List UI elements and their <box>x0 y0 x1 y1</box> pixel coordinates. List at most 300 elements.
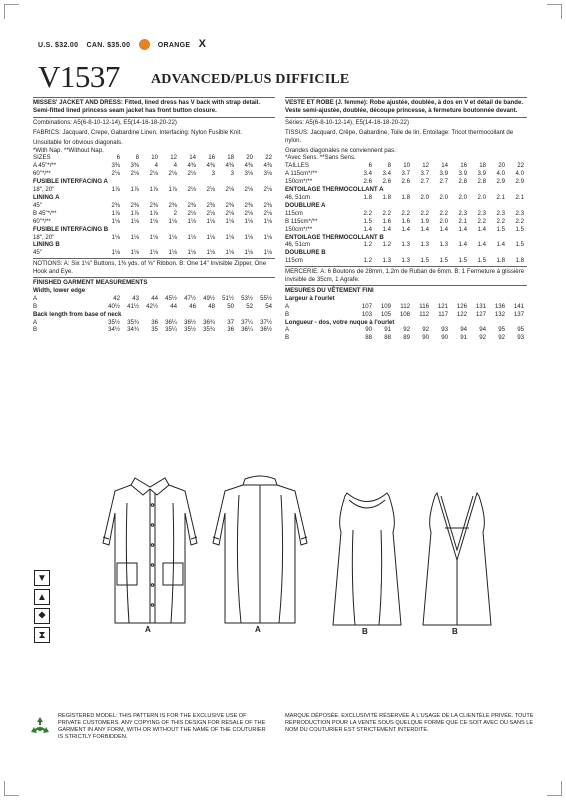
table-cell: 35½ <box>184 326 196 334</box>
table-cell: 1.5 <box>363 217 372 225</box>
size-cell: 22 <box>265 154 272 162</box>
table-cell: 1⅛ <box>168 249 177 257</box>
table-cell: 35¾ <box>203 326 215 334</box>
table-cell: 37 <box>227 318 234 326</box>
table-cell: 1⅛ <box>187 233 196 241</box>
view-label: B <box>362 627 368 636</box>
table-cell: 127 <box>475 310 486 318</box>
x-mark: X <box>198 38 207 50</box>
table-cell: 3⅛ <box>263 170 272 178</box>
table-cell: 1.8 <box>515 257 524 265</box>
view-label: B <box>452 627 458 636</box>
table-row <box>285 210 527 218</box>
sizes-label: SIZES <box>33 154 51 162</box>
table-cell: 2.0 <box>477 193 486 201</box>
table-cell: 2.1 <box>496 193 505 201</box>
table-cell: 2⅜ <box>263 201 272 209</box>
table-cell: 4⅜ <box>244 162 253 170</box>
row-label: A 45"*/** <box>33 162 57 170</box>
table-cell: 1.6 <box>401 217 410 225</box>
row-label: 46, 51cm <box>285 193 311 201</box>
size-cell: 14 <box>189 154 196 162</box>
table-cell: 43 <box>132 294 139 302</box>
table-cell: 2⅛ <box>263 209 272 217</box>
triangle-down-icon: ▼ <box>34 570 50 586</box>
table-cell: 1⅛ <box>187 217 196 225</box>
section-heading: ENTOILAGE THERMOCOLLANT B <box>285 233 384 241</box>
table-row <box>33 186 275 194</box>
table-cell: 1.4 <box>382 225 391 233</box>
table-row <box>33 319 275 327</box>
table-cell: 2.1 <box>458 217 467 225</box>
table-cell: 1.4 <box>477 241 486 249</box>
table-cell: 1⅞ <box>149 209 158 217</box>
table-cell: 1.5 <box>477 257 486 265</box>
table-cell: 2⅛ <box>187 170 196 178</box>
table-cell: 1.8 <box>382 193 391 201</box>
size-cell: 18 <box>227 154 234 162</box>
table-cell: 88 <box>365 334 372 342</box>
table-cell: 92 <box>498 334 505 342</box>
table-cell: 42½ <box>146 302 158 310</box>
pattern-number: V1537 <box>38 59 120 94</box>
mercerie-fr: MERCERIE: A: 6 Boutons de 28mm, 1.2m de Ruban de 6mm. B: 1 Fermeture à glissière invisible de 35cm, 1 Agrafe. <box>285 268 525 284</box>
price-us: U.S. $32.00 <box>38 42 79 49</box>
table-row <box>285 194 527 202</box>
table-row <box>285 334 527 342</box>
table-cell: 1.6 <box>382 217 391 225</box>
table-cell: 136 <box>494 302 505 310</box>
color-word: ORANGE <box>157 42 191 49</box>
hourglass-icon: ⧗ <box>34 627 50 643</box>
table-cell: 1.3 <box>439 241 448 249</box>
triangle-stack-icon: ⯁ <box>34 608 50 624</box>
table-cell: 4.0 <box>496 170 505 178</box>
table-cell: 2⅜ <box>244 201 253 209</box>
table-cell: 2⅜ <box>187 201 196 209</box>
english-column <box>33 96 275 334</box>
table-cell: 34½ <box>108 326 120 334</box>
table-row <box>285 241 527 249</box>
section-heading: LINING A <box>33 193 60 201</box>
table-cell: 2.2 <box>515 217 524 225</box>
table-cell: 2⅜ <box>206 201 215 209</box>
table-cell: 92 <box>403 326 410 334</box>
table-cell: 92 <box>479 334 486 342</box>
size-cell: 10 <box>403 162 410 170</box>
table-cell: 1.4 <box>458 241 467 249</box>
table-cell: 88 <box>384 334 391 342</box>
row-label: A <box>285 302 290 310</box>
table-cell: 3.7 <box>420 170 429 178</box>
table-cell: 2⅛ <box>244 186 253 194</box>
section-heading: FINISHED GARMENT MEASUREMENTS <box>33 279 148 287</box>
table-cell: 36¼ <box>241 326 253 334</box>
table-cell: 2.7 <box>439 178 448 186</box>
size-cell: 16 <box>460 162 467 170</box>
table-row <box>33 249 275 257</box>
table-cell: 2⅛ <box>111 170 120 178</box>
table-cell: 90 <box>422 334 429 342</box>
table-cell: 126 <box>456 302 467 310</box>
table-cell: 50 <box>227 302 234 310</box>
table-cell: 1.8 <box>363 193 372 201</box>
table-cell: 90 <box>365 326 372 334</box>
table-cell: 1⅛ <box>130 233 139 241</box>
price-can: CAN. $35.00 <box>86 42 131 49</box>
table-cell: 1.5 <box>439 257 448 265</box>
table-row <box>33 218 275 226</box>
row-label: B <box>285 334 290 342</box>
size-cell: 18 <box>479 162 486 170</box>
table-row <box>285 311 527 319</box>
table-cell: 37¼ <box>241 318 253 326</box>
table-cell: 116 <box>419 302 429 310</box>
row-label: 18", 20" <box>33 233 55 241</box>
table-cell: 2.0 <box>439 217 448 225</box>
table-cell: 137 <box>513 310 524 318</box>
table-cell: 1.2 <box>382 241 391 249</box>
table-cell: 35¼ <box>165 326 177 334</box>
table-cell: 3.9 <box>458 170 467 178</box>
row-label: 46, 51cm <box>285 241 311 249</box>
table-cell: 44 <box>170 302 177 310</box>
table-cell: 1⅛ <box>206 217 215 225</box>
table-cell: 1⅛ <box>263 233 272 241</box>
crop-mark-top-left <box>4 4 19 19</box>
table-cell: 1.4 <box>477 225 486 233</box>
table-cell: 1⅛ <box>168 217 177 225</box>
subsection-heading: Largeur à l'ourlet <box>285 294 335 302</box>
nap-note-fr: *Avec Sens. **Sans Sens. <box>285 154 356 162</box>
table-cell: 95 <box>517 326 524 334</box>
table-cell: 2⅜ <box>130 201 139 209</box>
row-label: 18", 20" <box>33 186 55 194</box>
table-cell: 3⅜ <box>130 162 139 170</box>
table-cell: 1⅛ <box>206 233 215 241</box>
table-cell: 46 <box>189 302 196 310</box>
size-cell: 6 <box>368 162 372 170</box>
table-cell: 2⅛ <box>187 186 196 194</box>
size-cell: 10 <box>151 154 158 162</box>
table-row <box>33 202 275 210</box>
table-cell: 2⅛ <box>130 170 139 178</box>
table-row <box>33 210 275 218</box>
table-cell: 2.3 <box>515 209 524 217</box>
table-cell: 4 <box>173 162 177 170</box>
description-en: MISSES' JACKET AND DRESS: Fitted, lined dress has V back with strap detail. Semi-fitted lined princess seam jacket has front button closure. <box>33 99 261 114</box>
table-cell: 1⅛ <box>149 217 158 225</box>
table-cell: 91 <box>384 326 391 334</box>
table-cell: 55½ <box>260 294 272 302</box>
table-cell: 1.8 <box>496 257 505 265</box>
view-label: A <box>255 625 261 634</box>
table-row <box>285 257 527 265</box>
table-cell: 2.9 <box>515 178 524 186</box>
row-label: 45" <box>33 201 42 209</box>
table-cell: 2.2 <box>439 209 448 217</box>
section-heading: DOUBLURE B <box>285 249 326 257</box>
section-heading: FUSIBLE INTERFACING B <box>33 225 109 233</box>
table-cell: 1.5 <box>515 241 524 249</box>
table-cell: 37½ <box>260 318 272 326</box>
table-cell: 92 <box>422 326 429 334</box>
table-cell: 1.3 <box>382 257 391 265</box>
table-row <box>285 178 527 186</box>
table-cell: 2.2 <box>477 217 486 225</box>
table-row <box>285 170 527 178</box>
table-cell: 3⅜ <box>111 162 120 170</box>
table-cell: 93 <box>517 334 524 342</box>
crop-mark-bottom-left <box>4 781 19 796</box>
table-cell: 34¾ <box>127 326 139 334</box>
table-cell: 1.3 <box>401 257 410 265</box>
table-cell: 2.2 <box>496 217 505 225</box>
table-cell: 2.9 <box>496 178 505 186</box>
table-cell: 2⅜ <box>225 201 234 209</box>
table-cell: 2.3 <box>477 209 486 217</box>
table-row <box>285 303 527 311</box>
size-cell: 12 <box>422 162 429 170</box>
table-cell: 1⅞ <box>149 186 158 194</box>
table-cell: 4 <box>154 162 158 170</box>
table-cell: 1⅛ <box>225 249 234 257</box>
table-cell: 3 <box>230 170 234 178</box>
symbol-legend <box>34 570 50 646</box>
table-cell: 3.9 <box>477 170 486 178</box>
view-b-back-drawing <box>415 490 500 630</box>
legal-text-en: REGISTERED MODEL: THIS PATTERN IS FOR THE EXCLUSIVE USE OF PRIVATE CUSTOMERS. ANY COPYING OF THIS DESIGN FOR RESALE OF THE GARMENT IN ANY FORM, WITH OR WITHOUT THE NAME OF THE COUTURIER IS STRICTLY FORBIDDEN. <box>58 713 266 740</box>
section-heading: FUSIBLE INTERFACING A <box>33 178 108 186</box>
tissus-fr: TISSUS: Jacquard, Crêpe, Gabardine, Toile de lin. Entoilage: Tricot thermocollant de nylon. <box>285 128 514 144</box>
table-cell: 108 <box>399 310 410 318</box>
table-cell: 41½ <box>127 302 139 310</box>
table-cell: 2.1 <box>515 193 524 201</box>
row-label: B 45"*/** <box>33 209 57 217</box>
table-cell: 3.9 <box>439 170 448 178</box>
table-cell: 1⅛ <box>111 249 120 257</box>
table-cell: 94 <box>460 326 467 334</box>
table-cell: 2⅛ <box>244 209 253 217</box>
table-cell: 1.9 <box>420 217 429 225</box>
section-heading: ENTOILAGE THERMOCOLLANT A <box>285 186 384 194</box>
table-cell: 3 <box>211 170 215 178</box>
table-cell: 1⅛ <box>244 233 253 241</box>
table-cell: 91 <box>460 334 467 342</box>
table-row <box>33 234 275 242</box>
size-cell: 8 <box>387 162 391 170</box>
nap-note-en: *With Nap. **Without Nap. <box>33 146 104 154</box>
table-cell: 1⅛ <box>225 233 234 241</box>
table-cell: 121 <box>437 302 448 310</box>
table-row <box>33 170 275 178</box>
table-cell: 36 <box>227 326 234 334</box>
french-column <box>285 96 527 342</box>
row-label: B <box>33 326 38 334</box>
table-cell: 2.2 <box>401 209 410 217</box>
table-cell: 95 <box>498 326 505 334</box>
section-heading: LINING B <box>33 241 60 249</box>
table-cell: 107 <box>361 302 372 310</box>
color-swatch-icon <box>139 39 150 50</box>
table-cell: 2.3 <box>458 209 467 217</box>
table-cell: 3.4 <box>382 170 391 178</box>
table-cell: 1⅛ <box>111 217 120 225</box>
difficulty-label: ADVANCED/PLUS DIFFICILE <box>151 72 350 87</box>
row-label: B <box>285 310 290 318</box>
table-cell: 2.0 <box>439 193 448 201</box>
table-cell: 2.6 <box>363 178 372 186</box>
table-cell: 1.3 <box>401 241 410 249</box>
table-cell: 4⅜ <box>225 162 234 170</box>
table-cell: 36½ <box>184 318 196 326</box>
table-cell: 2.7 <box>420 178 429 186</box>
row-label: 150cm*/** <box>285 225 313 233</box>
table-cell: 2⅜ <box>111 201 120 209</box>
table-cell: 47½ <box>184 294 196 302</box>
row-label: 45" <box>33 249 42 257</box>
table-cell: 4⅜ <box>187 162 196 170</box>
table-cell: 141 <box>513 302 524 310</box>
table-cell: 105 <box>380 310 391 318</box>
crop-mark-bottom-right <box>547 781 562 796</box>
size-cell: 8 <box>135 154 139 162</box>
table-cell: 1.8 <box>401 193 410 201</box>
table-row <box>285 326 527 334</box>
table-row <box>285 226 527 234</box>
table-cell: 35 <box>151 326 158 334</box>
table-cell: 1.5 <box>515 225 524 233</box>
table-cell: 48 <box>208 302 215 310</box>
table-cell: 1.4 <box>439 225 448 233</box>
size-cell: 6 <box>116 154 120 162</box>
row-label: 150cm*/** <box>285 178 313 186</box>
table-cell: 2.2 <box>382 209 391 217</box>
table-row <box>285 218 527 226</box>
table-cell: 51½ <box>222 294 234 302</box>
section-heading: DOUBLURE A <box>285 201 326 209</box>
table-cell: 3.4 <box>363 170 372 178</box>
fabrics-en: FABRICS: Jacquard, Crepe, Gabardine Linen. Interfacing: Nylon Fusible Knit. <box>33 128 242 136</box>
table-cell: 1⅞ <box>130 209 139 217</box>
row-label: 60"*/** <box>33 170 51 178</box>
price-line <box>38 38 212 50</box>
triangle-up-down-icon: ▲ <box>34 589 50 605</box>
sizes-label: TAILLES <box>285 162 309 170</box>
table-cell: 4⅜ <box>206 162 215 170</box>
row-label: A <box>285 326 290 334</box>
view-b-front-drawing <box>325 490 410 630</box>
yardage-table-fr <box>285 162 527 342</box>
subsection-heading: Back length from base of neck <box>33 310 122 318</box>
table-cell: 1⅛ <box>111 233 120 241</box>
table-cell: 2⅛ <box>149 170 158 178</box>
table-cell: 1⅛ <box>244 217 253 225</box>
table-cell: 2.0 <box>420 193 429 201</box>
row-label: A <box>33 294 38 302</box>
table-cell: 2⅛ <box>168 170 177 178</box>
table-cell: 1.4 <box>420 225 429 233</box>
yardage-table-en <box>33 154 275 334</box>
table-cell: 103 <box>361 310 372 318</box>
table-cell: 1⅛ <box>168 233 177 241</box>
table-cell: 1.4 <box>363 225 372 233</box>
table-cell: 35½ <box>108 318 120 326</box>
table-cell: 89 <box>403 334 410 342</box>
table-cell: 1⅛ <box>149 233 158 241</box>
subsection-heading: Width, lower edge <box>33 286 86 294</box>
table-cell: 112 <box>400 302 410 310</box>
table-cell: 53½ <box>241 294 253 302</box>
table-cell: 1.4 <box>401 225 410 233</box>
table-cell: 1.2 <box>363 257 372 265</box>
table-cell: 2⅛ <box>187 209 196 217</box>
table-cell: 122 <box>456 310 467 318</box>
table-cell: 3⅛ <box>244 170 253 178</box>
view-a-front-drawing <box>95 473 205 628</box>
table-cell: 1.5 <box>496 225 505 233</box>
table-cell: 112 <box>419 310 429 318</box>
table-cell: 1⅞ <box>130 186 139 194</box>
table-cell: 1⅞ <box>168 186 177 194</box>
combinations-en: Combinations: A5(6-8-10-12-14), E5(14-16-18-20-22) <box>33 118 177 126</box>
table-row <box>33 162 275 170</box>
table-cell: 1⅞ <box>111 209 120 217</box>
table-cell: 35¾ <box>127 318 139 326</box>
table-cell: 1⅛ <box>263 249 272 257</box>
description-fr: VESTE ET ROBE (J. femme): Robe ajustée, doublée, à dos en V et détail de bande. Veste semi-ajustée, doublée, découpe princesse, à fermeture boutonnée devant. <box>285 99 524 114</box>
table-cell: 1⅛ <box>244 249 253 257</box>
table-row <box>33 295 275 303</box>
table-cell: 3.7 <box>401 170 410 178</box>
table-cell: 2⅛ <box>206 186 215 194</box>
table-cell: 2 <box>173 209 177 217</box>
table-cell: 2⅛ <box>206 209 215 217</box>
table-row <box>33 326 275 334</box>
table-cell: 54 <box>265 302 272 310</box>
section-heading: MESURES DU VÊTEMENT FINI <box>285 286 374 294</box>
table-cell: 44 <box>151 294 158 302</box>
unsuitable-fr: Grandes diagonales ne conviennent pas. <box>285 146 396 154</box>
row-label: A 115cm*/** <box>285 170 318 178</box>
table-cell: 2.3 <box>496 209 505 217</box>
table-cell: 1⅞ <box>111 186 120 194</box>
table-cell: 1⅛ <box>130 249 139 257</box>
view-a-back-drawing <box>205 473 315 628</box>
table-cell: 2⅜ <box>168 201 177 209</box>
unsuitable-en: Unsuitable for obvious diagonals. <box>33 138 123 146</box>
table-cell: 2.6 <box>401 178 410 186</box>
table-cell: 49½ <box>203 294 215 302</box>
table-cell: 42 <box>113 294 120 302</box>
table-cell: 1⅛ <box>206 249 215 257</box>
table-cell: 4.0 <box>515 170 524 178</box>
table-cell: 1.4 <box>458 225 467 233</box>
row-label: A <box>33 318 38 326</box>
sizes-header <box>285 162 527 170</box>
recycle-icon <box>28 715 52 739</box>
size-cell: 22 <box>517 162 524 170</box>
table-cell: 117 <box>438 310 448 318</box>
table-row <box>33 303 275 311</box>
table-cell: 90 <box>441 334 448 342</box>
table-cell: 131 <box>475 302 486 310</box>
size-cell: 12 <box>170 154 177 162</box>
table-cell: 2.8 <box>458 178 467 186</box>
table-cell: 2⅛ <box>225 209 234 217</box>
crop-mark-top-right <box>547 4 562 19</box>
notions-en: NOTIONS: A: Six 1⅛" Buttons, 1⅜ yds. of ⅝" Ribbon. B: One 14" Invisible Zipper, One Hook and Eye. <box>33 260 267 276</box>
